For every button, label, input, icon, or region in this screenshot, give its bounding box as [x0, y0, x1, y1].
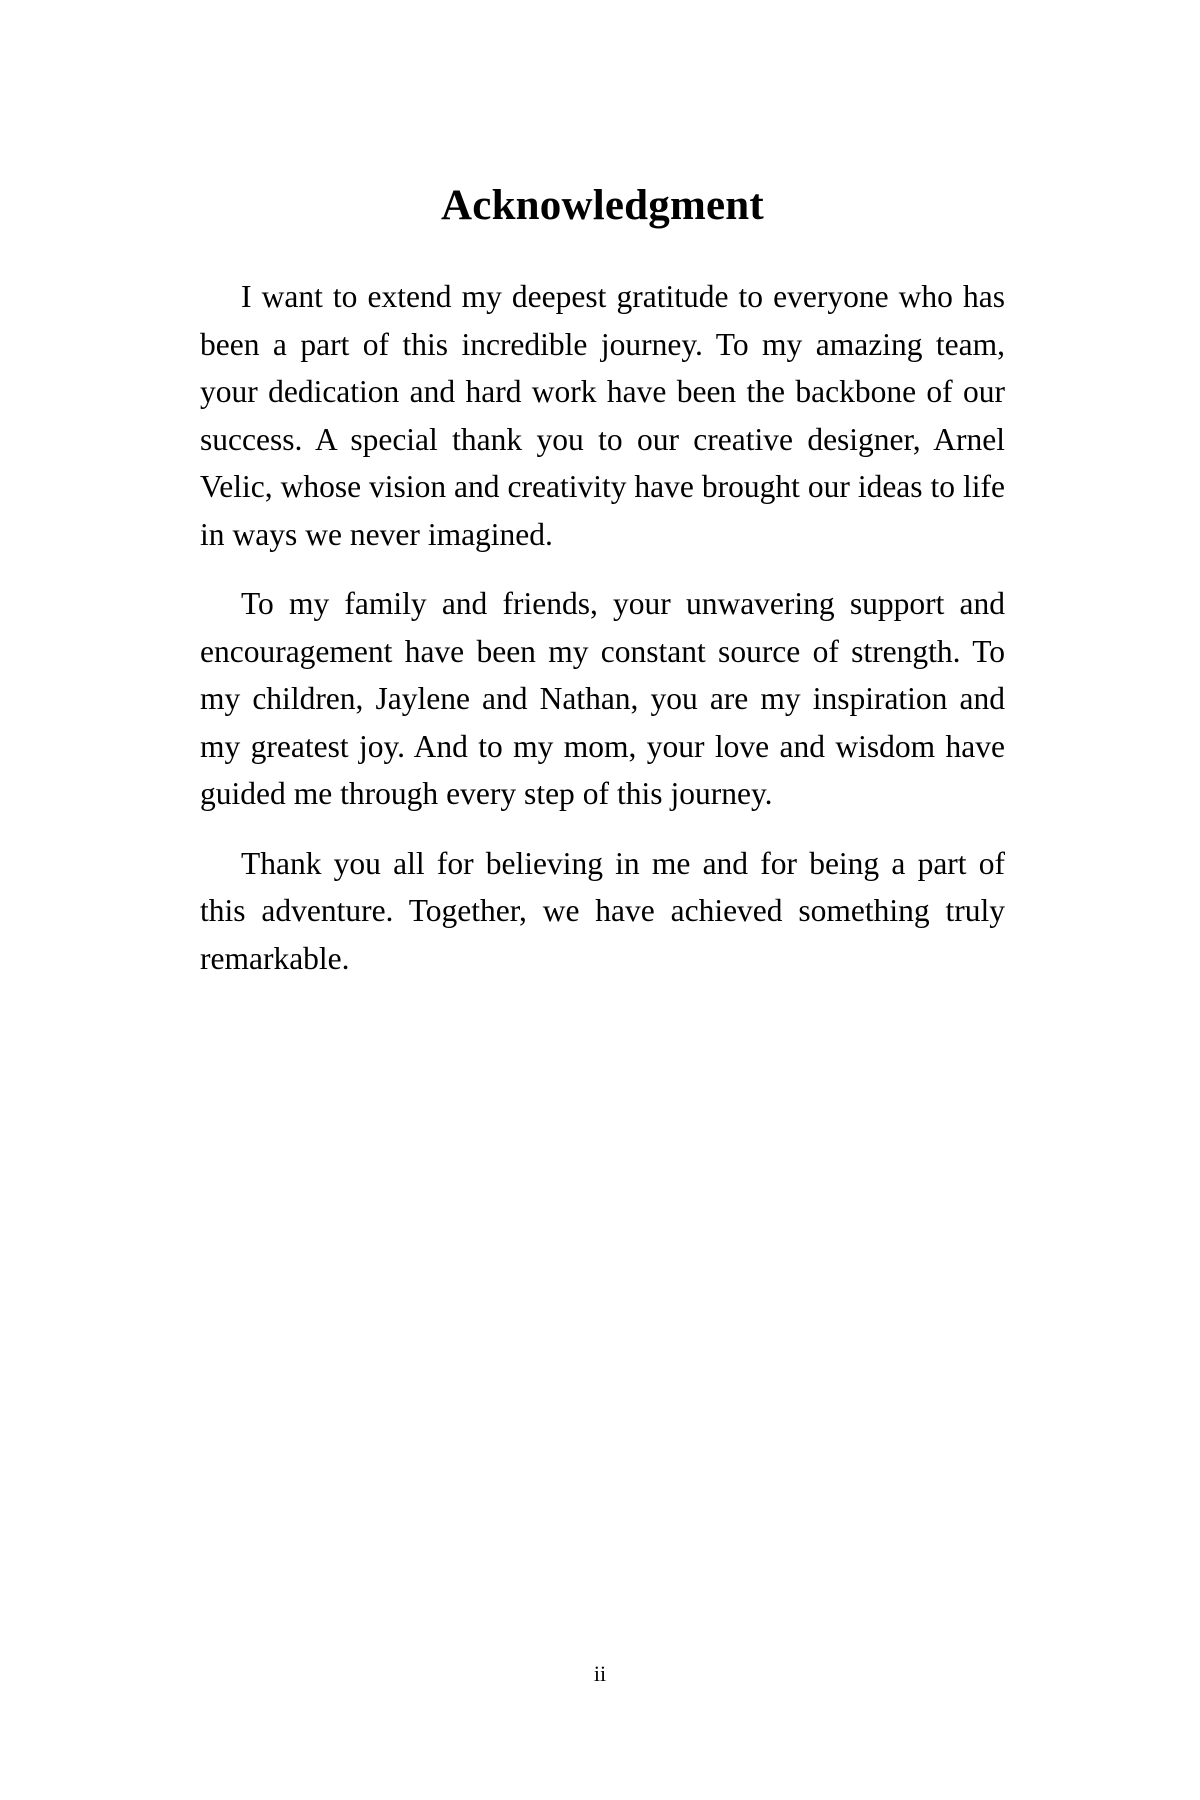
body-paragraph-3: Thank you all for believing in me and for being a part of this adventure. Together, we have achieved something truly remarkable. — [200, 845, 1005, 976]
acknowledgment-body — [200, 273, 1005, 982]
page-title: Acknowledgment — [441, 182, 764, 229]
page-number: ii — [593, 1661, 607, 1686]
page-content-area — [200, 0, 1005, 982]
body-paragraph-2: To my family and friends, your unwavering support and encouragement have been my constant source of strength. To my children, Jaylene and Nathan, you are my inspiration and my greatest joy. And to my mom, your love and wisdom have guided me through every step of this journey. — [200, 586, 1005, 812]
body-paragraph-1: I want to extend my deepest gratitude to everyone who has been a part of this incredible journey. To my amazing team, your dedication and hard work have been the backbone of our success. A special thank you to our creative designer, Arnel Velic, whose vision and creativity have brought our ideas to life in ways we never imagined. — [200, 279, 1005, 552]
